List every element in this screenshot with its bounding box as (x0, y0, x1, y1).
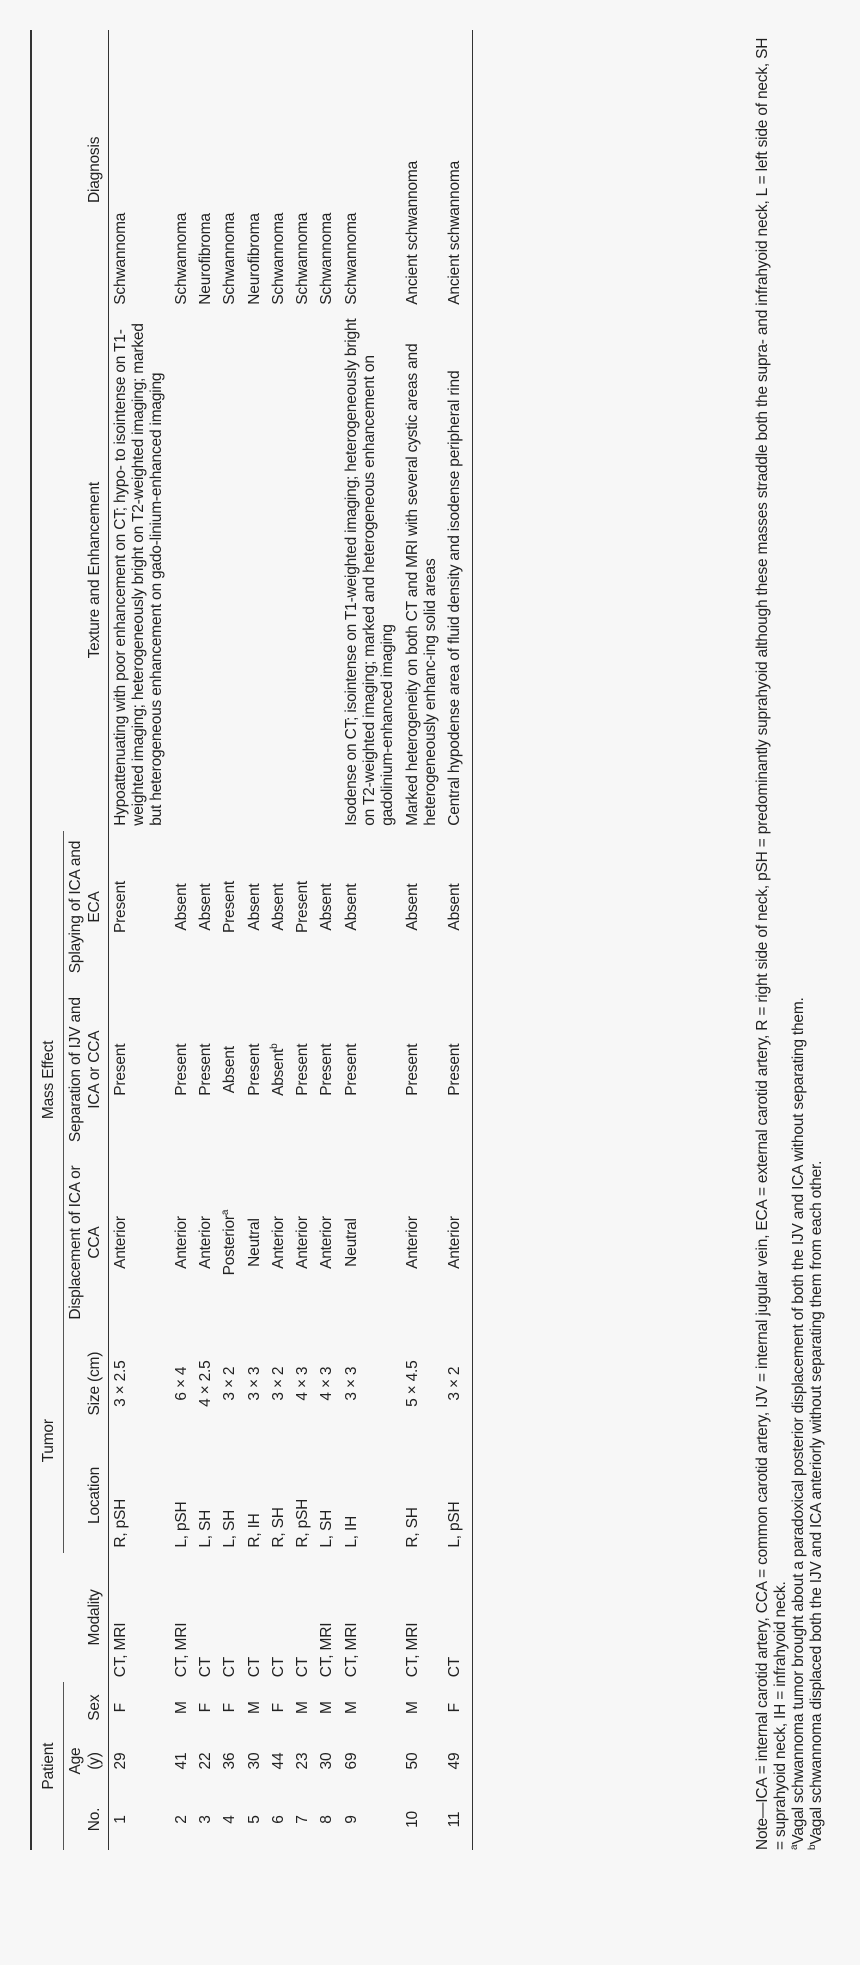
cell-age-text: 22 (196, 1752, 214, 1770)
cell-separation-text: Present (172, 1043, 190, 1096)
cell-sex (243, 1682, 267, 1733)
header-group-row (31, 30, 64, 1850)
cell-texture (401, 310, 444, 831)
cell-sex (340, 1682, 401, 1733)
cell-size (218, 1329, 242, 1438)
cell-separation (401, 983, 444, 1156)
cell-diagnosis-text: Schwannoma (172, 212, 190, 305)
cell-sex (401, 1682, 444, 1733)
cell-splaying-text: Absent (403, 883, 421, 931)
cell-displacement-text: Anterior (172, 1216, 190, 1269)
cell-modality-text: CT, MRI (172, 1622, 190, 1678)
cell-location-text: L, SH (318, 1509, 336, 1548)
cell-size-text: 3 × 2 (446, 1366, 464, 1401)
cell-modality-text: CT (269, 1657, 287, 1678)
cell-modality (194, 1553, 218, 1683)
col-header-age: Age (y) (64, 1733, 109, 1789)
cell-texture (194, 310, 218, 831)
footnote-mark: a (220, 1209, 232, 1216)
footnote-a (790, 30, 808, 1850)
cell-displacement-text: Anterior (446, 1216, 464, 1269)
cell-diagnosis (340, 30, 401, 310)
col-header-diagnosis: Diagnosis (64, 30, 109, 310)
cell-texture (291, 310, 315, 831)
cell-age (108, 1733, 169, 1789)
cell-displacement-text: Anterior (403, 1216, 421, 1269)
cell-modality-text: CT, MRI (111, 1622, 129, 1678)
cell-sex (443, 1682, 473, 1733)
cell-age (243, 1733, 267, 1789)
cell-location (401, 1438, 444, 1552)
cell-no (243, 1789, 267, 1850)
col-header-separation: Separation of IJV and ICA or CCA (64, 983, 109, 1156)
cell-no (108, 1789, 169, 1850)
cell-no-text: 2 (172, 1815, 190, 1824)
cell-texture-text: Central hypodense area of fluid density and isodense peripheral rind (446, 370, 464, 826)
cell-diagnosis (401, 30, 444, 310)
cell-no (170, 1789, 194, 1850)
cell-modality (315, 1553, 339, 1683)
cell-no-text: 7 (294, 1815, 312, 1824)
cell-splaying (108, 831, 169, 984)
cell-no (267, 1789, 291, 1850)
cell-modality (267, 1553, 291, 1683)
cell-diagnosis-text: Neurofibroma (196, 213, 214, 305)
cell-diagnosis (218, 30, 242, 310)
table-row (243, 30, 267, 1850)
cell-diagnosis (194, 30, 218, 310)
cell-no (218, 1789, 242, 1850)
cell-sex-text: F (196, 1703, 214, 1713)
cell-location-text: R, pSH (294, 1498, 312, 1548)
cell-no (194, 1789, 218, 1850)
cell-separation-text: Present (294, 1043, 312, 1096)
cell-age (194, 1733, 218, 1789)
cell-modality (218, 1553, 242, 1683)
cell-modality-text: CT (221, 1657, 239, 1678)
cell-no (401, 1789, 444, 1850)
cell-age (267, 1733, 291, 1789)
cell-diagnosis-text: Ancient schwannoma (403, 160, 421, 305)
cell-no-text: 4 (221, 1815, 239, 1824)
cell-separation-text: Present (111, 1043, 129, 1096)
cell-texture (108, 310, 169, 831)
cell-size (170, 1329, 194, 1438)
cell-location (443, 1438, 473, 1552)
cell-size-text: 3 × 3 (342, 1366, 360, 1401)
cell-sex (170, 1682, 194, 1733)
cell-sex-text: F (269, 1703, 287, 1713)
group-patient: Patient (31, 1682, 64, 1850)
cell-displacement-text: Neutral (245, 1218, 263, 1267)
cell-diagnosis (443, 30, 473, 310)
cell-texture-text: Marked heterogeneity on both CT and MRI with several cystic areas and heterogeneously enhanc-ing solid areas (403, 343, 439, 826)
cell-separation (218, 983, 242, 1156)
table-row (340, 30, 401, 1850)
cell-size (194, 1329, 218, 1438)
cell-separation (340, 983, 401, 1156)
cell-splaying-text: Present (221, 881, 239, 934)
note-abbreviations: Note—ICA = internal carotid artery, CCA = common carotid artery, IJV = internal jugular vein, ECA = external carotid artery, R = right side of neck, pSH = predominantly suprahyoid although these masses straddle both the supra- and infrahyoid neck, L = left side of neck, SH = suprahyoid neck, IH = infrahyoid neck. (754, 37, 789, 1850)
cell-texture-text: Isodense on CT; isointense on T1-weighted imaging; heterogeneously bright on T2-weighted imaging; marked and heterogeneous enhancement on gadolinium-enhanced imaging (342, 318, 397, 826)
col-header-splaying: Splaying of ICA and ECA (64, 831, 109, 984)
cell-modality-text: CT, MRI (318, 1622, 336, 1678)
cell-separation (443, 983, 473, 1156)
cell-modality-text: CT (294, 1657, 312, 1678)
cell-separation-text: Absent (221, 1046, 239, 1094)
cell-texture (315, 310, 339, 831)
cell-modality (170, 1553, 194, 1683)
cell-texture (243, 310, 267, 831)
cell-sex (291, 1682, 315, 1733)
cell-age (218, 1733, 242, 1789)
cell-size (243, 1329, 267, 1438)
cell-age-text: 30 (318, 1752, 336, 1770)
table-row (267, 30, 291, 1850)
cell-separation (315, 983, 339, 1156)
group-mass-effect: Mass Effect (31, 831, 64, 1329)
cell-separation (291, 983, 315, 1156)
group-tumor: Tumor (31, 1329, 64, 1553)
cell-no-text: 10 (403, 1811, 421, 1828)
cell-size-text: 4 × 3 (294, 1366, 312, 1401)
cell-sex (108, 1682, 169, 1733)
cell-size (267, 1329, 291, 1438)
cell-age (170, 1733, 194, 1789)
table-row (291, 30, 315, 1850)
footnote-b-text: Vagal schwannoma displaced both the IJV and ICA anteriorly without separating them from each other. (807, 1160, 825, 1845)
cell-modality (443, 1553, 473, 1683)
cell-splaying-text: Absent (172, 883, 190, 931)
cell-diagnosis (315, 30, 339, 310)
table-row (401, 30, 444, 1850)
cell-location (108, 1438, 169, 1552)
cell-separation (194, 983, 218, 1156)
cell-size-text: 3 × 2 (221, 1366, 239, 1401)
cell-separation-text: Present (318, 1043, 336, 1096)
cell-separation-text: Present (403, 1043, 421, 1096)
cell-diagnosis-text: Schwannoma (342, 212, 360, 305)
header-column-row (64, 30, 109, 1850)
cell-sex-text: M (245, 1701, 263, 1715)
cell-age (443, 1733, 473, 1789)
cell-displacement (315, 1156, 339, 1329)
cell-displacement (170, 1156, 194, 1329)
cell-splaying (170, 831, 194, 984)
cell-size (108, 1329, 169, 1438)
cell-texture (170, 310, 194, 831)
cell-modality (401, 1553, 444, 1683)
cell-location (315, 1438, 339, 1552)
col-header-size: Size (cm) (64, 1329, 109, 1438)
cell-displacement (443, 1156, 473, 1329)
cell-sex-text: M (342, 1701, 360, 1715)
cell-splaying-text: Present (294, 881, 312, 934)
cell-separation-text: Present (342, 1043, 360, 1096)
cell-diagnosis (267, 30, 291, 310)
group-spacer (31, 1553, 64, 1683)
table-row (443, 30, 473, 1850)
cell-diagnosis (170, 30, 194, 310)
cell-size-text: 3 × 2 (269, 1366, 287, 1401)
cell-displacement (291, 1156, 315, 1329)
cell-splaying-text: Absent (269, 883, 287, 931)
cell-splaying-text: Present (111, 881, 129, 934)
cell-location-text: R, SH (403, 1507, 421, 1548)
cell-diagnosis-text: Ancient schwannoma (446, 160, 464, 305)
cell-location-text: L, IH (342, 1515, 360, 1548)
cell-texture (218, 310, 242, 831)
cell-separation-text: Absent (269, 1048, 287, 1096)
cell-diagnosis-text: Schwannoma (221, 212, 239, 305)
cell-separation (170, 983, 194, 1156)
table-body (108, 30, 473, 1850)
cell-splaying (401, 831, 444, 984)
table-row (315, 30, 339, 1850)
cell-splaying-text: Absent (245, 883, 263, 931)
cell-location (194, 1438, 218, 1552)
cell-splaying-text: Absent (318, 883, 336, 931)
cell-splaying-text: Absent (446, 883, 464, 931)
footnote-b-mark: b (806, 1844, 818, 1850)
cell-age-text: 44 (269, 1752, 287, 1770)
cell-diagnosis (108, 30, 169, 310)
cell-modality-text: CT, MRI (403, 1622, 421, 1678)
group-spacer (31, 30, 64, 310)
cell-modality (291, 1553, 315, 1683)
cell-diagnosis-text: Schwannoma (294, 212, 312, 305)
cell-displacement-text: Anterior (111, 1216, 129, 1269)
cell-displacement (267, 1156, 291, 1329)
cell-age (340, 1733, 401, 1789)
cell-size-text: 4 × 2.5 (196, 1360, 214, 1407)
cell-separation-text: Present (196, 1043, 214, 1096)
cell-no-text: 3 (196, 1815, 214, 1824)
cell-sex-text: M (403, 1701, 421, 1715)
cell-splaying (291, 831, 315, 984)
cell-separation (108, 983, 169, 1156)
cell-modality (243, 1553, 267, 1683)
col-header-no: No. (64, 1789, 109, 1850)
col-header-texture: Texture and Enhancement (64, 310, 109, 831)
cell-sex-text: F (221, 1703, 239, 1713)
table-row (170, 30, 194, 1850)
cell-modality-text: CT (446, 1657, 464, 1678)
cell-displacement (194, 1156, 218, 1329)
cell-sex-text: M (318, 1701, 336, 1715)
cell-age-text: 49 (446, 1752, 464, 1770)
cell-location-text: R, IH (245, 1513, 263, 1548)
cell-splaying (267, 831, 291, 984)
cell-age-text: 50 (403, 1752, 421, 1770)
findings-table (30, 30, 473, 1850)
cell-modality-text: CT (196, 1657, 214, 1678)
footnote-mark: b (268, 1043, 280, 1049)
cell-location (340, 1438, 401, 1552)
cell-size (315, 1329, 339, 1438)
cell-diagnosis-text: Neurofibroma (245, 213, 263, 305)
cell-location-text: R, pSH (111, 1498, 129, 1548)
cell-size-text: 3 × 2.5 (111, 1360, 129, 1407)
cell-age-text: 69 (342, 1752, 360, 1770)
cell-no-text: 11 (446, 1811, 464, 1828)
cell-size (291, 1329, 315, 1438)
cell-diagnosis-text: Schwannoma (111, 212, 129, 305)
cell-sex (315, 1682, 339, 1733)
cell-no (443, 1789, 473, 1850)
cell-location (291, 1438, 315, 1552)
cell-modality (108, 1553, 169, 1683)
cell-sex-text: M (172, 1701, 190, 1715)
cell-modality-text: CT, MRI (342, 1622, 360, 1678)
table-row (108, 30, 169, 1850)
cell-no-text: 8 (318, 1815, 336, 1824)
col-header-displacement: Displacement of ICA or CCA (64, 1156, 109, 1329)
cell-age-text: 41 (172, 1752, 190, 1770)
cell-location-text: L, SH (196, 1509, 214, 1548)
group-spacer (31, 310, 64, 831)
cell-separation-text: Present (245, 1043, 263, 1096)
cell-no (315, 1789, 339, 1850)
cell-no-text: 9 (342, 1815, 360, 1824)
cell-location-text: L, pSH (446, 1501, 464, 1548)
cell-no (340, 1789, 401, 1850)
cell-location-text: R, SH (269, 1507, 287, 1548)
cell-location (170, 1438, 194, 1552)
table-row (218, 30, 242, 1850)
cell-age-text: 29 (111, 1752, 129, 1770)
cell-texture (340, 310, 401, 831)
footnote-b (808, 30, 826, 1850)
cell-age-text: 30 (245, 1752, 263, 1770)
cell-age-text: 36 (221, 1752, 239, 1770)
cell-modality (340, 1553, 401, 1683)
cell-no-text: 1 (111, 1815, 129, 1824)
cell-displacement-text: Posterior (221, 1215, 239, 1276)
cell-sex (218, 1682, 242, 1733)
cell-diagnosis (291, 30, 315, 310)
cell-texture (443, 310, 473, 831)
cell-splaying-text: Absent (196, 883, 214, 931)
cell-displacement (108, 1156, 169, 1329)
cell-sex-text: F (111, 1703, 129, 1713)
cell-sex-text: F (446, 1703, 464, 1713)
cell-splaying (218, 831, 242, 984)
cell-displacement-text: Anterior (196, 1216, 214, 1269)
table-notes (754, 30, 826, 1850)
col-header-sex: Sex (64, 1682, 109, 1733)
cell-location-text: L, pSH (172, 1501, 190, 1548)
cell-displacement (243, 1156, 267, 1329)
cell-diagnosis-text: Schwannoma (318, 212, 336, 305)
cell-location (243, 1438, 267, 1552)
cell-age (291, 1733, 315, 1789)
cell-splaying (315, 831, 339, 984)
cell-age (401, 1733, 444, 1789)
cell-size-text: 6 × 4 (172, 1366, 190, 1401)
cell-displacement (401, 1156, 444, 1329)
footnote-a-mark: a (788, 1844, 800, 1850)
cell-size-text: 4 × 3 (318, 1366, 336, 1401)
cell-splaying (243, 831, 267, 984)
cell-splaying-text: Absent (342, 883, 360, 931)
cell-location (218, 1438, 242, 1552)
cell-no-text: 6 (269, 1815, 287, 1824)
cell-diagnosis-text: Schwannoma (269, 212, 287, 305)
cell-no-text: 5 (245, 1815, 263, 1824)
cell-size-text: 5 × 4.5 (403, 1360, 421, 1407)
cell-splaying (443, 831, 473, 984)
cell-texture (267, 310, 291, 831)
cell-displacement (218, 1156, 242, 1329)
table-row (194, 30, 218, 1850)
cell-splaying (340, 831, 401, 984)
cell-location (267, 1438, 291, 1552)
cell-size-text: 3 × 3 (245, 1366, 263, 1401)
cell-displacement-text: Neutral (342, 1218, 360, 1267)
cell-location-text: L, SH (221, 1509, 239, 1548)
cell-no (291, 1789, 315, 1850)
cell-size (401, 1329, 444, 1438)
cell-age-text: 23 (294, 1752, 312, 1770)
cell-texture-text: Hypoattenuating with poor enhancement on CT; hypo- to isointense on T1-weighted imaging; heterogeneously bright on T2-weighted imaging; marked but heterogeneous enhancement on gado-linium-enhanced imaging (111, 323, 166, 826)
cell-sex (267, 1682, 291, 1733)
cell-age (315, 1733, 339, 1789)
cell-sex (194, 1682, 218, 1733)
cell-displacement-text: Anterior (294, 1216, 312, 1269)
cell-size (443, 1329, 473, 1438)
cell-modality-text: CT (245, 1657, 263, 1678)
cell-splaying (194, 831, 218, 984)
col-header-location: Location (64, 1438, 109, 1552)
cell-separation (243, 983, 267, 1156)
cell-size (340, 1329, 401, 1438)
footnote-a-text: Vagal schwannoma tumor brought about a paradoxical posterior displacement of both the IJV and ICA without separating them. (789, 997, 807, 1845)
col-header-modality: Modality (64, 1553, 109, 1683)
cell-displacement-text: Anterior (318, 1216, 336, 1269)
cell-displacement (340, 1156, 401, 1329)
cell-sex-text: M (294, 1701, 312, 1715)
cell-separation (267, 983, 291, 1156)
cell-displacement-text: Anterior (269, 1216, 287, 1269)
cell-diagnosis (243, 30, 267, 310)
cell-separation-text: Present (446, 1043, 464, 1096)
